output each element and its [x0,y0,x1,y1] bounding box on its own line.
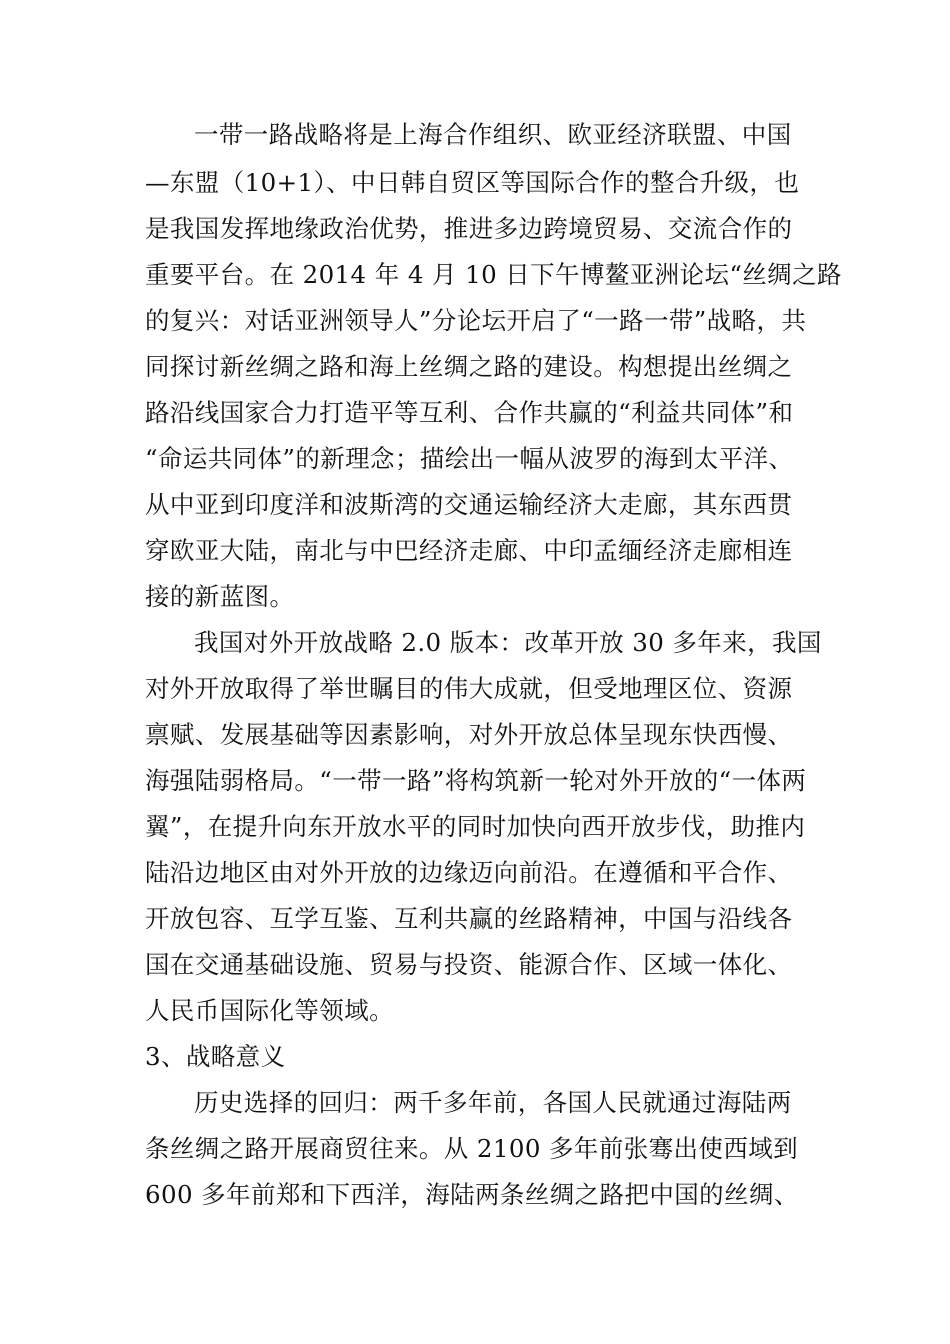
text-line: 路沿线国家合力打造平等互利、合作共赢的“利益共同体”和 [145,398,794,427]
text-line: 禀赋、发展基础等因素影响，对外开放总体呈现东快西慢、 [145,720,793,749]
text-line: 600 多年前郑和下西洋，海陆两条丝绸之路把中国的丝绸、 [145,1180,799,1209]
text-line: 国在交通基础设施、贸易与投资、能源合作、区域一体化、 [145,950,793,979]
text-line: 是我国发挥地缘政治优势，推进多边跨境贸易、交流合作的 [145,214,793,243]
text-line: 历史选择的回归：两千多年前，各国人民就通过海陆两 [194,1088,792,1117]
text-line: 人民币国际化等领域。 [145,996,394,1025]
text-line: 我国对外开放战略 2.0 版本：改革开放 30 多年来，我国 [194,628,822,657]
text-line: “命运共同体”的新理念；描绘出一幅从波罗的海到太平洋、 [145,444,794,473]
text-line: 的复兴：对话亚洲领导人”分论坛开启了“一路一带”战略，共 [145,306,807,335]
text-line: 接的新蓝图。 [145,582,295,611]
text-line: 开放包容、互学互鉴、互利共赢的丝路精神，中国与沿线各 [145,904,793,933]
section-heading: 3、战略意义 [145,1042,286,1071]
text-line: 海强陆弱格局。“一带一路”将构筑新一轮对外开放的“一体两 [145,766,807,795]
text-line: 陆沿边地区由对外开放的边缘迈向前沿。在遵循和平合作、 [145,858,793,887]
text-line: 重要平台。在 2014 年 4 月 10 日下午博鳌亚洲论坛“丝绸之路 [145,260,842,289]
text-line: 同探讨新丝绸之路和海上丝绸之路的建设。构想提出丝绸之 [145,352,793,381]
text-line: 穿欧亚大陆，南北与中巴经济走廊、中印孟缅经济走廊相连 [145,536,793,565]
text-line: 从中亚到印度洋和波斯湾的交通运输经济大走廊，其东西贯 [145,490,793,519]
text-line: 对外开放取得了举世瞩目的伟大成就，但受地理区位、资源 [145,674,793,703]
text-line: —东盟（10+1）、中日韩自贸区等国际合作的整合升级，也 [145,168,800,197]
text-line: 一带一路战略将是上海合作组织、欧亚经济联盟、中国 [194,120,792,149]
text-line: 条丝绸之路开展商贸往来。从 2100 多年前张骞出使西域到 [145,1134,799,1163]
text-line: 翼”，在提升向东开放水平的同时加快向西开放步伐，助推内 [145,812,806,841]
